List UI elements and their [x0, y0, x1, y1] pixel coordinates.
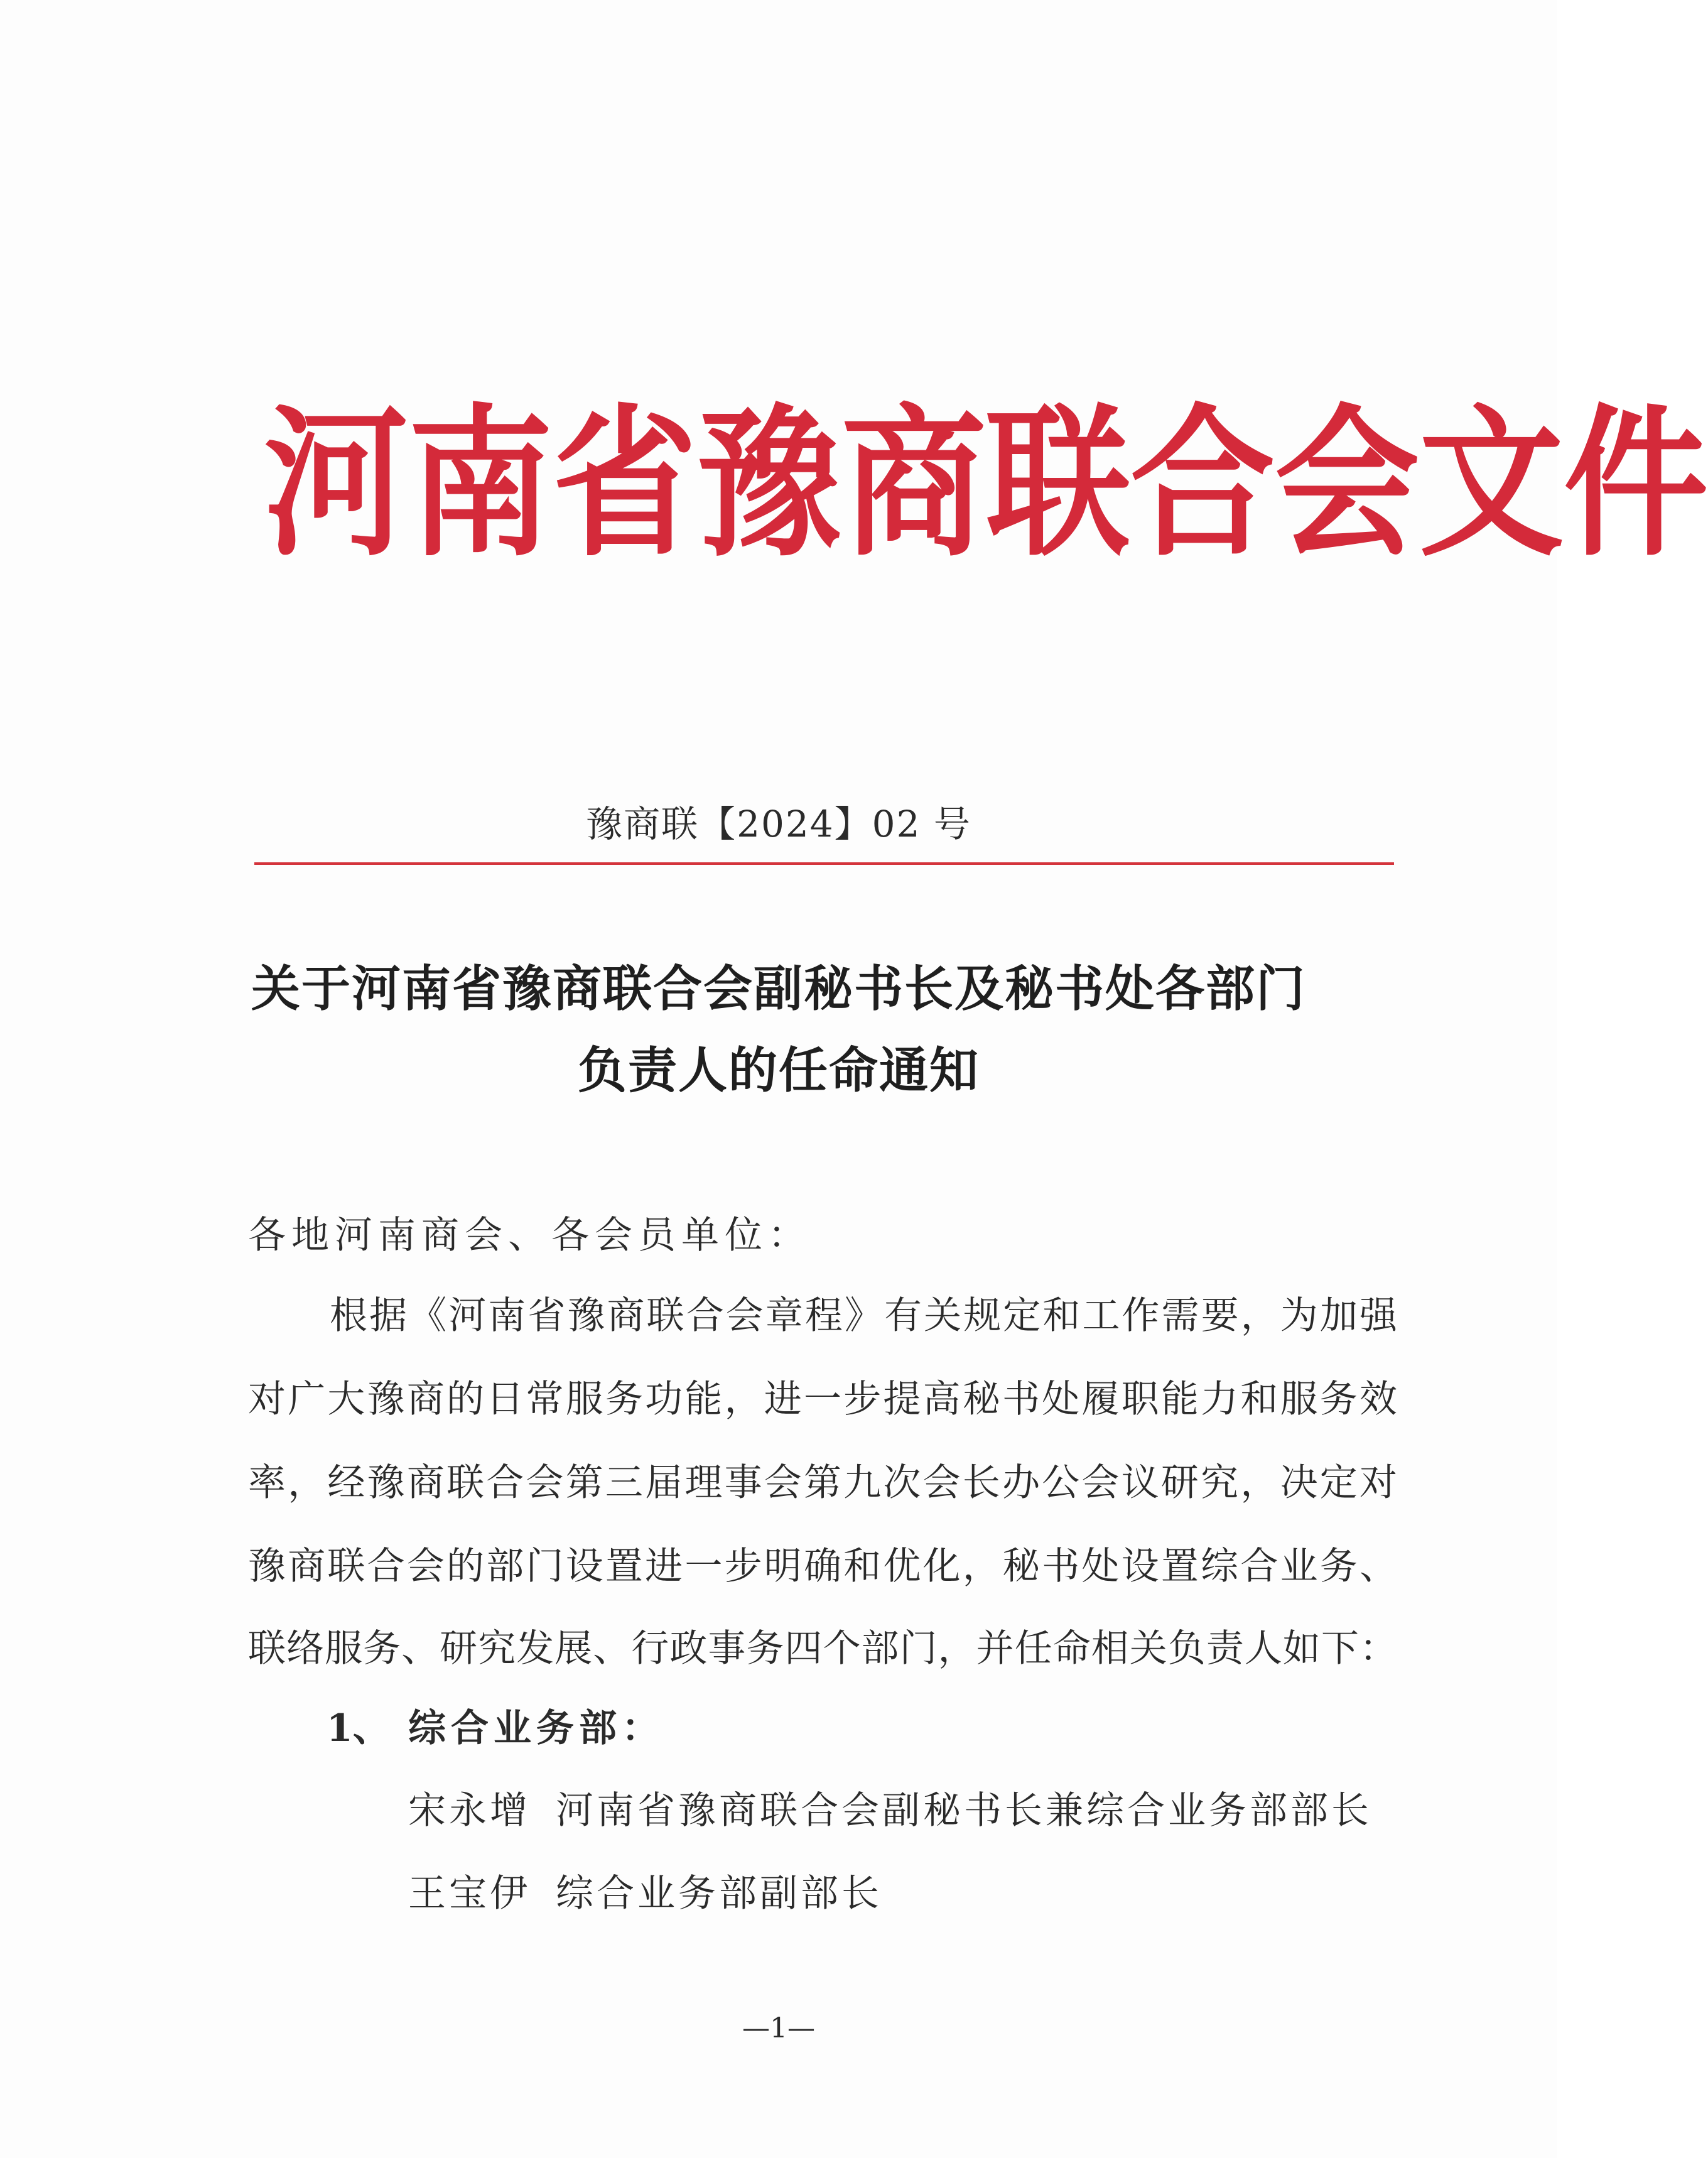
page-number: —1— [742, 2012, 815, 2044]
appointee-row [408, 1865, 882, 1922]
appointee-row [408, 1782, 1372, 1839]
appointee-position: 综合业务部副部长 [556, 1872, 882, 1916]
document-title-line-2: 负责人的任命通知 [577, 1042, 980, 1099]
paragraph-line: 联络服务、研究发展、行政事务四个部门，并任命相关负责人如下： [248, 1627, 1397, 1671]
appointee-name: 宋永增 [408, 1789, 531, 1833]
document-number: 豫商联【2024】02 号 [586, 803, 971, 845]
item-number: 1、 [327, 1706, 391, 1750]
masthead-char: 省 [553, 388, 698, 579]
appointee-position: 河南省豫商联合会副秘书长兼综合业务部部长 [556, 1789, 1372, 1833]
masthead-char: 南 [408, 388, 553, 579]
masthead-char: 文 [1419, 388, 1564, 579]
paragraph-line: 根据《河南省豫商联合会章程》有关规定和工作需要，为加强 [330, 1294, 1397, 1338]
masthead-char: 联 [986, 388, 1131, 579]
department-heading: 综合业务部： [408, 1706, 664, 1750]
masthead-char: 商 [841, 388, 986, 579]
salutation: 各地河南商会、各会员单位： [248, 1213, 811, 1257]
document-title-line-1: 关于河南省豫商联合会副秘书长及秘书处各部门 [251, 960, 1306, 1017]
masthead [264, 388, 1708, 579]
appointee-name: 王宝伊 [408, 1872, 531, 1916]
masthead-char: 合 [1130, 388, 1275, 579]
masthead-char: 河 [264, 388, 409, 579]
paragraph-line: 豫商联合会的部门设置进一步明确和优化，秘书处设置综合业务、 [248, 1544, 1397, 1588]
masthead-char: 豫 [697, 388, 842, 579]
red-divider-line [254, 862, 1394, 865]
masthead-char: 件 [1564, 388, 1708, 579]
paragraph-line: 对广大豫商的日常服务功能，进一步提高秘书处履职能力和服务效 [248, 1377, 1397, 1421]
paragraph-line: 率，经豫商联合会第三届理事会第九次会长办公会议研究，决定对 [248, 1461, 1397, 1505]
masthead-char: 会 [1275, 388, 1420, 579]
